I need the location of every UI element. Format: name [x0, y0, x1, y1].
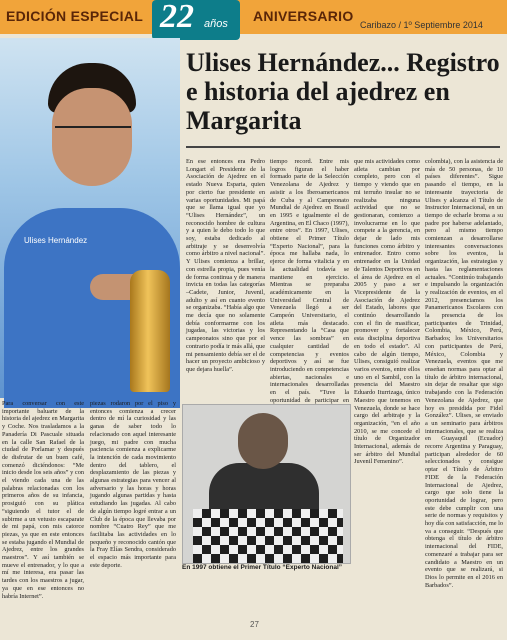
inset-player-head [238, 413, 288, 469]
dateline: Caribazo / 1º Septiembre 2014 [360, 20, 483, 30]
article-column-5: Para conversar con este importante baluarte de la historia del ajedrez en Margarita y Coche. Nos trasladamos a la Panadería Di Pascuale situada en la calle San Rafael de la ciudad de Porlamar y después de disfrutar de un buen café, comenzó diciéndonos: “Me inicio desde los seis años” y con el viendo cada una de las palabras relacionadas con los primeros años de su infancia, prosiguió con su plática “siguiendo el tutor el de subirme a un vetusto escaparate de mi papá, con mis catorce piezas, ya que en este entonces se estaba jugando el Mundial de Ajedrez, entre los grandes maestros”. Y así también se mueve el entrenador, y lo que a mí me interesa, era pasar las tardes con los maestros a jugar, ya que en ese entonces no habría Internet”. [2, 400, 84, 600]
chess-king-trophy-icon [130, 270, 170, 392]
article-column-1: En ese entonces era Pedro Longart el Presidente de la Asociación de Ajedrez en el estado Nueva Esparta, quien por cierto fue presidente en varias oportunidades. Mi papá que se llama igual que yo “Ulises Hernández”, un reconocido hombre de cultura y a quien le debo todo lo que soy, estaba dedicado al arbitraje y se desenvolvía como árbitro a nivel nacional”. Y Ulises comienza a brillar, con estrella propia, pues venía de forma continua y de manera invicta en todas las categorías –Cadete, Junior, Juvenil, adulto y así en cuanto evento se organizaba. “Había algo que me decía que no solamente debía conformarme con los jugadas, las victorias y los campeonatos sino que por el contrario podía ir más allá, que mi pensamiento debía ser el de hacer un proyecto ambicioso y que dejara huella”. [186, 158, 265, 373]
edition-label: EDICIÓN ESPECIAL [6, 8, 144, 24]
inset-photo [182, 404, 351, 564]
glasses [55, 126, 131, 148]
article-column-4: colombia), con la asistencia de más de 50 personas, de 10 países diferentes”. Sigue pasando el tiempo, en la interesante trayectoria de Ulises y alcanza el Título de Instructor Internacional, en un tiempo de echarle broma a su padre por haberse adelantado, pero al mismo tiempo comienzan a desarrollarse interesantes conversaciones sobre los eventos, la organización, las estrategias y hasta las reglamentaciones actuales. “Continúo trabajando e impulsando la organización y realización de eventos, en el 2012, presenciamos los Panamericanos Escolares con la presencia de los participantes de Trinidad, Colombia, México, Perú, Barbados; los Universitarios con participantes de Perú, México, Colombia y Venezuela, eventos que me enseñan normas para optar al título de árbitro internacional, sin dejar de resaltar que sigo trabajando con la Federación Venezolana de Ajedrez, que hoy es presidida por Fidel González”. Ulises, se enviado a un seminario para árbitros internacionales, que se realiza en Guayaquil (Ecuador) recorre Argentina y Paraguay, participan alrededor de 60 seleccionados y consigue optar el Título de Árbitro FIDE de la Federación Internacional de Ajedrez, cargo que solo tiene la oportunidad de lograr, pero este debe cumplir con una serie de normas y requisitos y hoy día con satisfacción, me lo va a conseguir. “Después que obtenga el título de árbitro internacional del FIDE, comenzaré a trabajar para ser candidato a Maestro en un evento que se realizará, si Dios lo permite en el 2016 en Barbados”. [425, 158, 503, 589]
badge-number: 22 [160, 0, 194, 35]
page-number: 27 [250, 620, 259, 629]
portrait-photo [0, 38, 180, 398]
article-column-3: que mis actividades como atleta cambian por completo, pero con el tiempo y viendo que en mi terruño insular no se realizaba ninguna actividad que no se gestionaran, comienzo a involucrarme en lo que compete a la gerencia, en dejar de lado mis funciones como árbitro y entrenador. Entro como entrenador en la Unidad de Talentos Deportivos en el área de Ajedrez en el 2005 y paso a ser Vicepresidente de la Asociación de Ajedrez del Estado, labores que continúo desarrollando con el fin de masificar, promover y fortalecer esta disciplina deportiva en todo el estado”. Al cabo de algún tiempo, Ulises, consiguió realizar varios eventos, entre ellos uno en el Sambil, con la presencia del Maestro Eduardo Iturrizaga, único Maestro que tenemos en Venezuela, donde se hace cargo del arbitraje y la organización, “en el año 2010, se me concede el título de Organizador Internacional, además de ser árbitro del Mundial Juvenil Femenino”. [354, 158, 420, 466]
photo-caption: En 1997 obtiene el Primer Título “Experto Nacional” [182, 564, 343, 571]
anniversary-label: ANIVERSARIO [253, 8, 354, 24]
article-title: Ulises Hernández... Registro e historia del ajedrez en Margarita [186, 48, 500, 135]
article-column-2: tiempo record. Entre mis logros figuran el haber formado parte de la Selección Venezolana de Ajedrez y asistir a los Iberoamericanos de Cuba y al Campeonato Mundial de Ajedrez en Brasil en 1995 e igualmente el de Argentina, en El Chaco (1997), entre otros”. En 1997, Ulises, obtiene el Primer Título “Experto Nacional”, para la época me hallaba nada, lo ejerce de forma vitalicia y en la actualidad todavía se mantiene en ejercicio. Mientras se preparaba académicamente en la Universidad Central de Venezuela llegó a ser Campeón Universitario, el atleta más destacado. Representando la “Casa que vence las sombras” en cualquier cantidad de competencias y eventos deportivos y así se fue introduciendo en competencias abiertas, nacionales e internacionales desarrolladas en el país. “Tuve la oportunidad de participar en [270, 158, 349, 404]
article-column-6: piezas rodaron por el piso y entonces comienza a crecer dentro de mí la curiosidad y las ganas de saber todo lo relacionado con aquel interesante juego, mi padre con mucha paciencia comienza a explicarme la intención de cada movimiento dentro del tablero, el desplazamiento de las piezas y algunas estrategias para vencer al adversario y las horas y horas jugando algunas partidas y hasta estudiando las jugadas. Al cabo de algún tiempo logré entrar a un Club de la época que llevaba por nombre “Cuatro Rey” que me facilitaba las actividades en lo pequeño y reconocido cantón que la Fray Elías Sendra, considerado el espacio más importante para este deporte. [90, 400, 176, 569]
chessboard [193, 509, 343, 563]
title-divider [186, 146, 500, 148]
shirt-label: Ulises Hernández [24, 236, 88, 245]
anniversary-badge [152, 0, 240, 40]
badge-text: años [204, 18, 228, 30]
